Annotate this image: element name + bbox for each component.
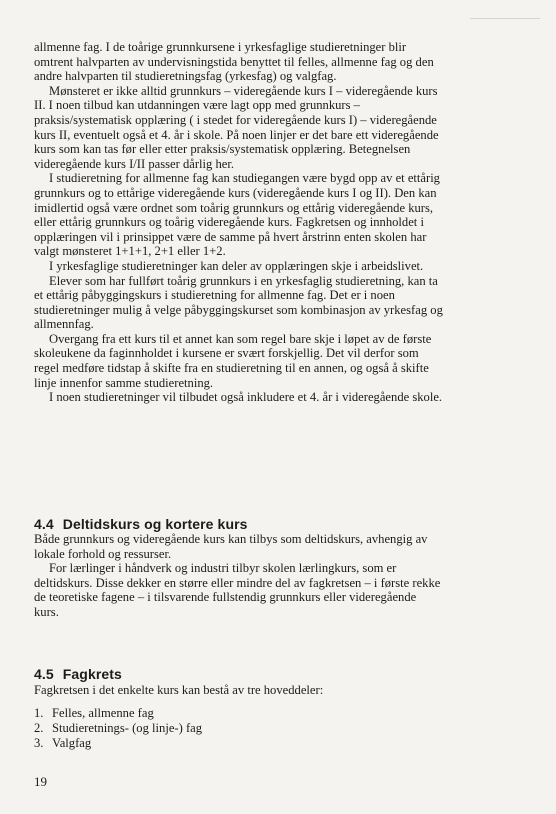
- list-item-text: Valgfag: [52, 736, 92, 750]
- paragraph: For lærlinger i håndverk og industri tilbyr skolen lærlingkurs, som er deltidskurs. Disse dekker en større eller mindre del av fagkretsen – i første rekke de teoretiske fagene – i tilsvarende fullstendig grunnkurs eller videregående kurs.: [34, 561, 441, 619]
- section-number: 4.4: [34, 516, 54, 532]
- paragraph: I studieretning for allmenne fag kan studiegangen være bygd opp av et ettårig grunnkurs og to ettårige videregående kurs (videregående kurs I og II). Den kan imidlertid også være ordnet som toårig grunnkurs og ettårig videregående kurs, eller ettårig grunnkurs og toårig videregående kurs. Fagkretsen og innholdet i opplæringen vil i prinsippet være de samme på hvert årstrinn enten skolen har valgt mønsteret 1+1+1, 2+1 eller 1+2.: [34, 171, 440, 259]
- section-heading: [34, 666, 122, 682]
- paragraph: Fagkretsen i det enkelte kurs kan bestå av tre hoveddeler:: [34, 683, 324, 697]
- top-edge-rule: [470, 18, 540, 19]
- section-number: 4.5: [34, 666, 54, 682]
- list-item: [34, 706, 334, 721]
- list-item: [34, 721, 334, 736]
- paragraph: Overgang fra ett kurs til et annet kan som regel bare skje i løpet av de første skoleukene da faginnholdet i kursene er svært forskjellig. Det vil derfor som regel medføre tidstap å skifte fra en studieretning til en annen, og også å skifte linje innenfor samme studieretning.: [34, 331, 432, 390]
- paragraph: Mønsteret er ikke alltid grunnkurs – videregående kurs I – videregående kurs II. I noen tilbud kan utdanningen være lagt opp med grunnkurs – praksis/systematisk opplæring ( i stedet for videregående kurs I) – videregående kurs II, eventuelt også et 4. år i skole. På noen linjer er det bare ett videregående kurs som kan tas før eller etter praksis/systematisk opplæring. Betegnelsen videregående kurs I/II passer dårlig her.: [34, 83, 439, 171]
- paragraph: I noen studieretninger vil tilbudet også inkludere et 4. år i videregående skole.: [49, 390, 443, 405]
- section-heading: [34, 516, 248, 532]
- paragraph: Både grunnkurs og videregående kurs kan tilbys som deltidskurs, avhengig av lokale forhold og ressurser.: [34, 532, 428, 561]
- section-title: Fagkrets: [62, 666, 122, 682]
- paragraph: I yrkesfaglige studieretninger kan deler av opplæringen skje i arbeidslivet.: [49, 258, 424, 273]
- list-item-text: Felles, allmenne fag: [52, 706, 154, 720]
- page-number: 19: [34, 774, 47, 789]
- list-item: [34, 736, 334, 751]
- continuation-text: [34, 40, 444, 405]
- list-item-number: 2.: [34, 721, 44, 735]
- list-item-number: 1.: [34, 706, 44, 720]
- list-item-text: Studieretnings- (og linje-) fag: [52, 721, 203, 735]
- section-body: [34, 683, 444, 698]
- list-item-number: 3.: [34, 736, 44, 750]
- paragraph: allmenne fag. I de toårige grunnkursene i yrkesfaglige studieretninger blir omtrent halvparten av undervisningstida benyttet til felles, allmenne fag og den andre halvparten til studieretningsfag (yrkesfag) og valgfag.: [34, 40, 434, 84]
- section-body: [34, 532, 444, 620]
- paragraph: Elever som har fullført toårig grunnkurs i en yrkesfaglig studieretning, kan ta et ettårig påbyggingskurs i studieretning for allmenne fag. Det er i noen studieretninger mulig å velge påbyggingskurset som kombinasjon av yrkesfag og allmennfag.: [34, 273, 443, 332]
- section-title: Deltidskurs og kortere kurs: [62, 516, 248, 532]
- numbered-list: [34, 706, 334, 751]
